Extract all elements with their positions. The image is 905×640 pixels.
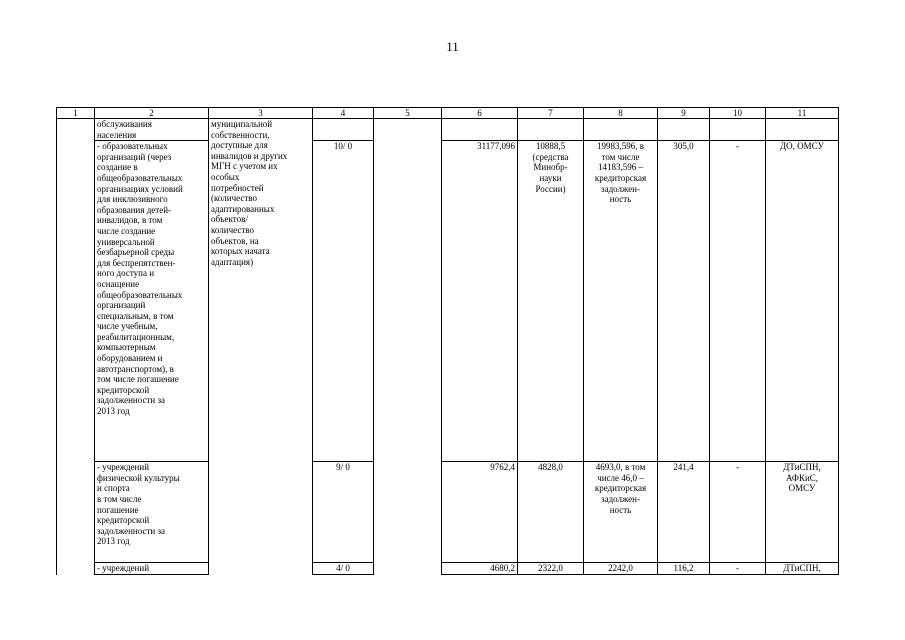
table-row [57,119,839,141]
cell-other: - [710,563,766,575]
cell-col11 [766,119,839,141]
cell-col4 [313,119,374,141]
cell-col7 [518,119,584,141]
cell-col5-empty [374,119,442,575]
cell-local: 241,4 [658,462,710,563]
col-header-1: 1 [57,108,95,119]
cell-federal: 2322,0 [518,563,584,575]
cell-indicator: муниципальной собственности, доступные для инвалидов и других МГН с учетом их особых потребностей (количество адаптированных объектов/ количество объектов, на которых начата адаптация) [209,119,313,575]
col-header-5: 5 [374,108,442,119]
cell-responsible: ДТиСПН, АФКиС, ОМСУ [766,462,839,563]
cell-responsible: ДО, ОМСУ [766,141,839,462]
cell-object-count: 9/ 0 [313,462,374,563]
cell-col9 [658,119,710,141]
cell-col6 [442,119,518,141]
cell-object-count: 4/ 0 [313,563,374,575]
cell-total: 4680,2 [442,563,518,575]
col-header-3: 3 [209,108,313,119]
cell-item-name: - учреждений [95,563,209,575]
col-header-6: 6 [442,108,518,119]
cell-federal: 4828,0 [518,462,584,563]
cell-responsible: ДТиСПН, [766,563,839,575]
program-table [56,107,839,575]
cell-local: 305,0 [658,141,710,462]
col-header-4: 4 [313,108,374,119]
table-row [57,141,839,462]
cell-federal: 10888,5 (средства Минобр- науки России) [518,141,584,462]
cell-regional: 4693,0, в том числе 46,0 – кредиторская задолжен- ность [584,462,658,563]
cell-col8 [584,119,658,141]
cell-col10 [710,119,766,141]
col-header-7: 7 [518,108,584,119]
cell-item-name: - учреждений физической культуры и спорта в том числе погашение кредиторской задолженности за 2013 год [95,462,209,563]
cell-other: - [710,462,766,563]
col-header-2: 2 [95,108,209,119]
col-header-11: 11 [766,108,839,119]
cell-regional: 19983,596, в том числе 14183,596 – кредиторская задолжен- ность [584,141,658,462]
col-header-8: 8 [584,108,658,119]
cell-item-name: обслуживания населения [95,119,209,141]
column-number-row [57,108,839,119]
cell-object-count: 10/ 0 [313,141,374,462]
page-number: 11 [446,39,459,54]
cell-other: - [710,141,766,462]
cell-regional: 2242,0 [584,563,658,575]
table-row [57,563,839,575]
cell-item-name: - образовательных организаций (через создание в общеобразовательных организациях условий для инклюзивного образования детей- инвалидов, в том числе создание универсальной безбарьерной среды для беспрепятствен- ного доступа и оснащение общеобразовательных организаций специальным, в том числе учебным, реабилитационным, компьютерным оборудованием и автотранспортом), в том числе погашение кредиторской задолженности за 2013 год [95,141,209,462]
cell-total: 31177,096 [442,141,518,462]
cell-local: 116,2 [658,563,710,575]
col-header-9: 9 [658,108,710,119]
cell-total: 9762,4 [442,462,518,563]
cell-col1-empty [57,119,95,575]
col-header-10: 10 [710,108,766,119]
table-row [57,462,839,563]
